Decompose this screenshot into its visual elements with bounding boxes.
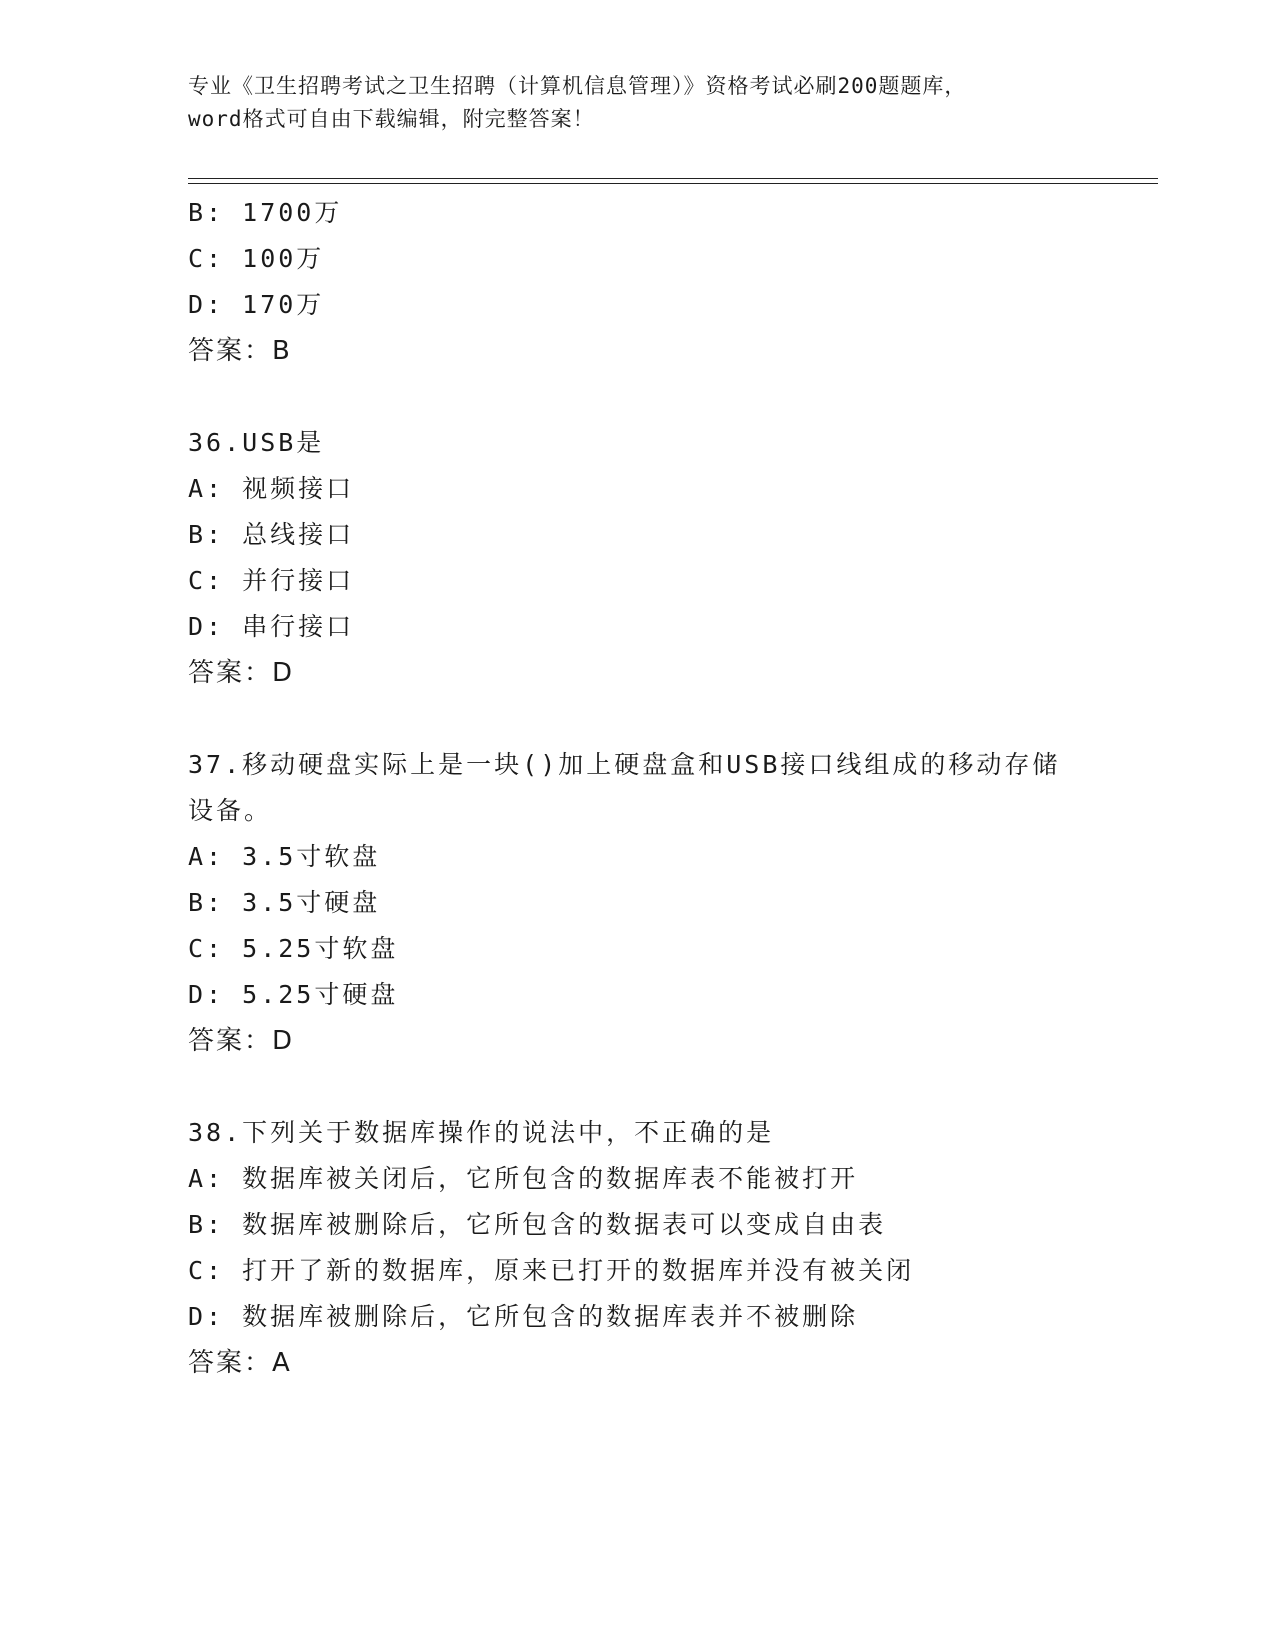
option-b: B: 数据库被删除后，它所包含的数据表可以变成自由表: [188, 1210, 887, 1239]
option-a: A: 数据库被关闭后，它所包含的数据库表不能被打开: [188, 1164, 859, 1193]
option-d: D: 数据库被删除后，它所包含的数据库表并不被删除: [188, 1302, 859, 1331]
option-a: A: 3.5寸软盘: [188, 842, 381, 871]
answer-line: 答案：D: [188, 1026, 295, 1056]
question-stem-line-2: 设备。: [188, 796, 273, 825]
question-36: [188, 420, 1168, 696]
question-37: [188, 742, 1168, 1064]
option-c: C: 100万: [188, 244, 325, 273]
question-stem: 38.下列关于数据库操作的说法中，不正确的是: [188, 1118, 775, 1147]
option-d: D: 5.25寸硬盘: [188, 980, 399, 1009]
option-a: A: 视频接口: [188, 474, 355, 503]
option-d: D: 串行接口: [188, 612, 355, 641]
answer-line: 答案：A: [188, 1348, 292, 1378]
question-list: [188, 190, 1168, 1386]
option-b: B: 1700万: [188, 198, 343, 227]
header-divider-top: [188, 178, 1158, 179]
spacer: [188, 374, 1168, 420]
option-c: C: 并行接口: [188, 566, 355, 595]
option-c: C: 打开了新的数据库，原来已打开的数据库并没有被关闭: [188, 1256, 915, 1285]
question-stem: 36.USB是: [188, 428, 325, 457]
question-stem-line-1: 37.移动硬盘实际上是一块()加上硬盘盒和USB接口线组成的移动存储: [188, 750, 1061, 779]
header-title-line-2: word格式可自由下载编辑，附完整答案！: [188, 107, 595, 131]
option-b: B: 总线接口: [188, 520, 355, 549]
option-b: B: 3.5寸硬盘: [188, 888, 381, 917]
question-35-continued: [188, 190, 1168, 374]
answer-line: 答案：B: [188, 336, 292, 366]
spacer: [188, 696, 1168, 742]
option-c: C: 5.25寸软盘: [188, 934, 399, 963]
spacer: [188, 1064, 1168, 1110]
header-title-line-1: 专业《卫生招聘考试之卫生招聘（计算机信息管理）》资格考试必刷200题题库，: [188, 74, 967, 98]
question-38: [188, 1110, 1168, 1386]
option-d: D: 170万: [188, 290, 325, 319]
header-divider-bottom: [188, 183, 1158, 184]
answer-line: 答案：D: [188, 658, 295, 688]
document-header: [188, 70, 1088, 136]
